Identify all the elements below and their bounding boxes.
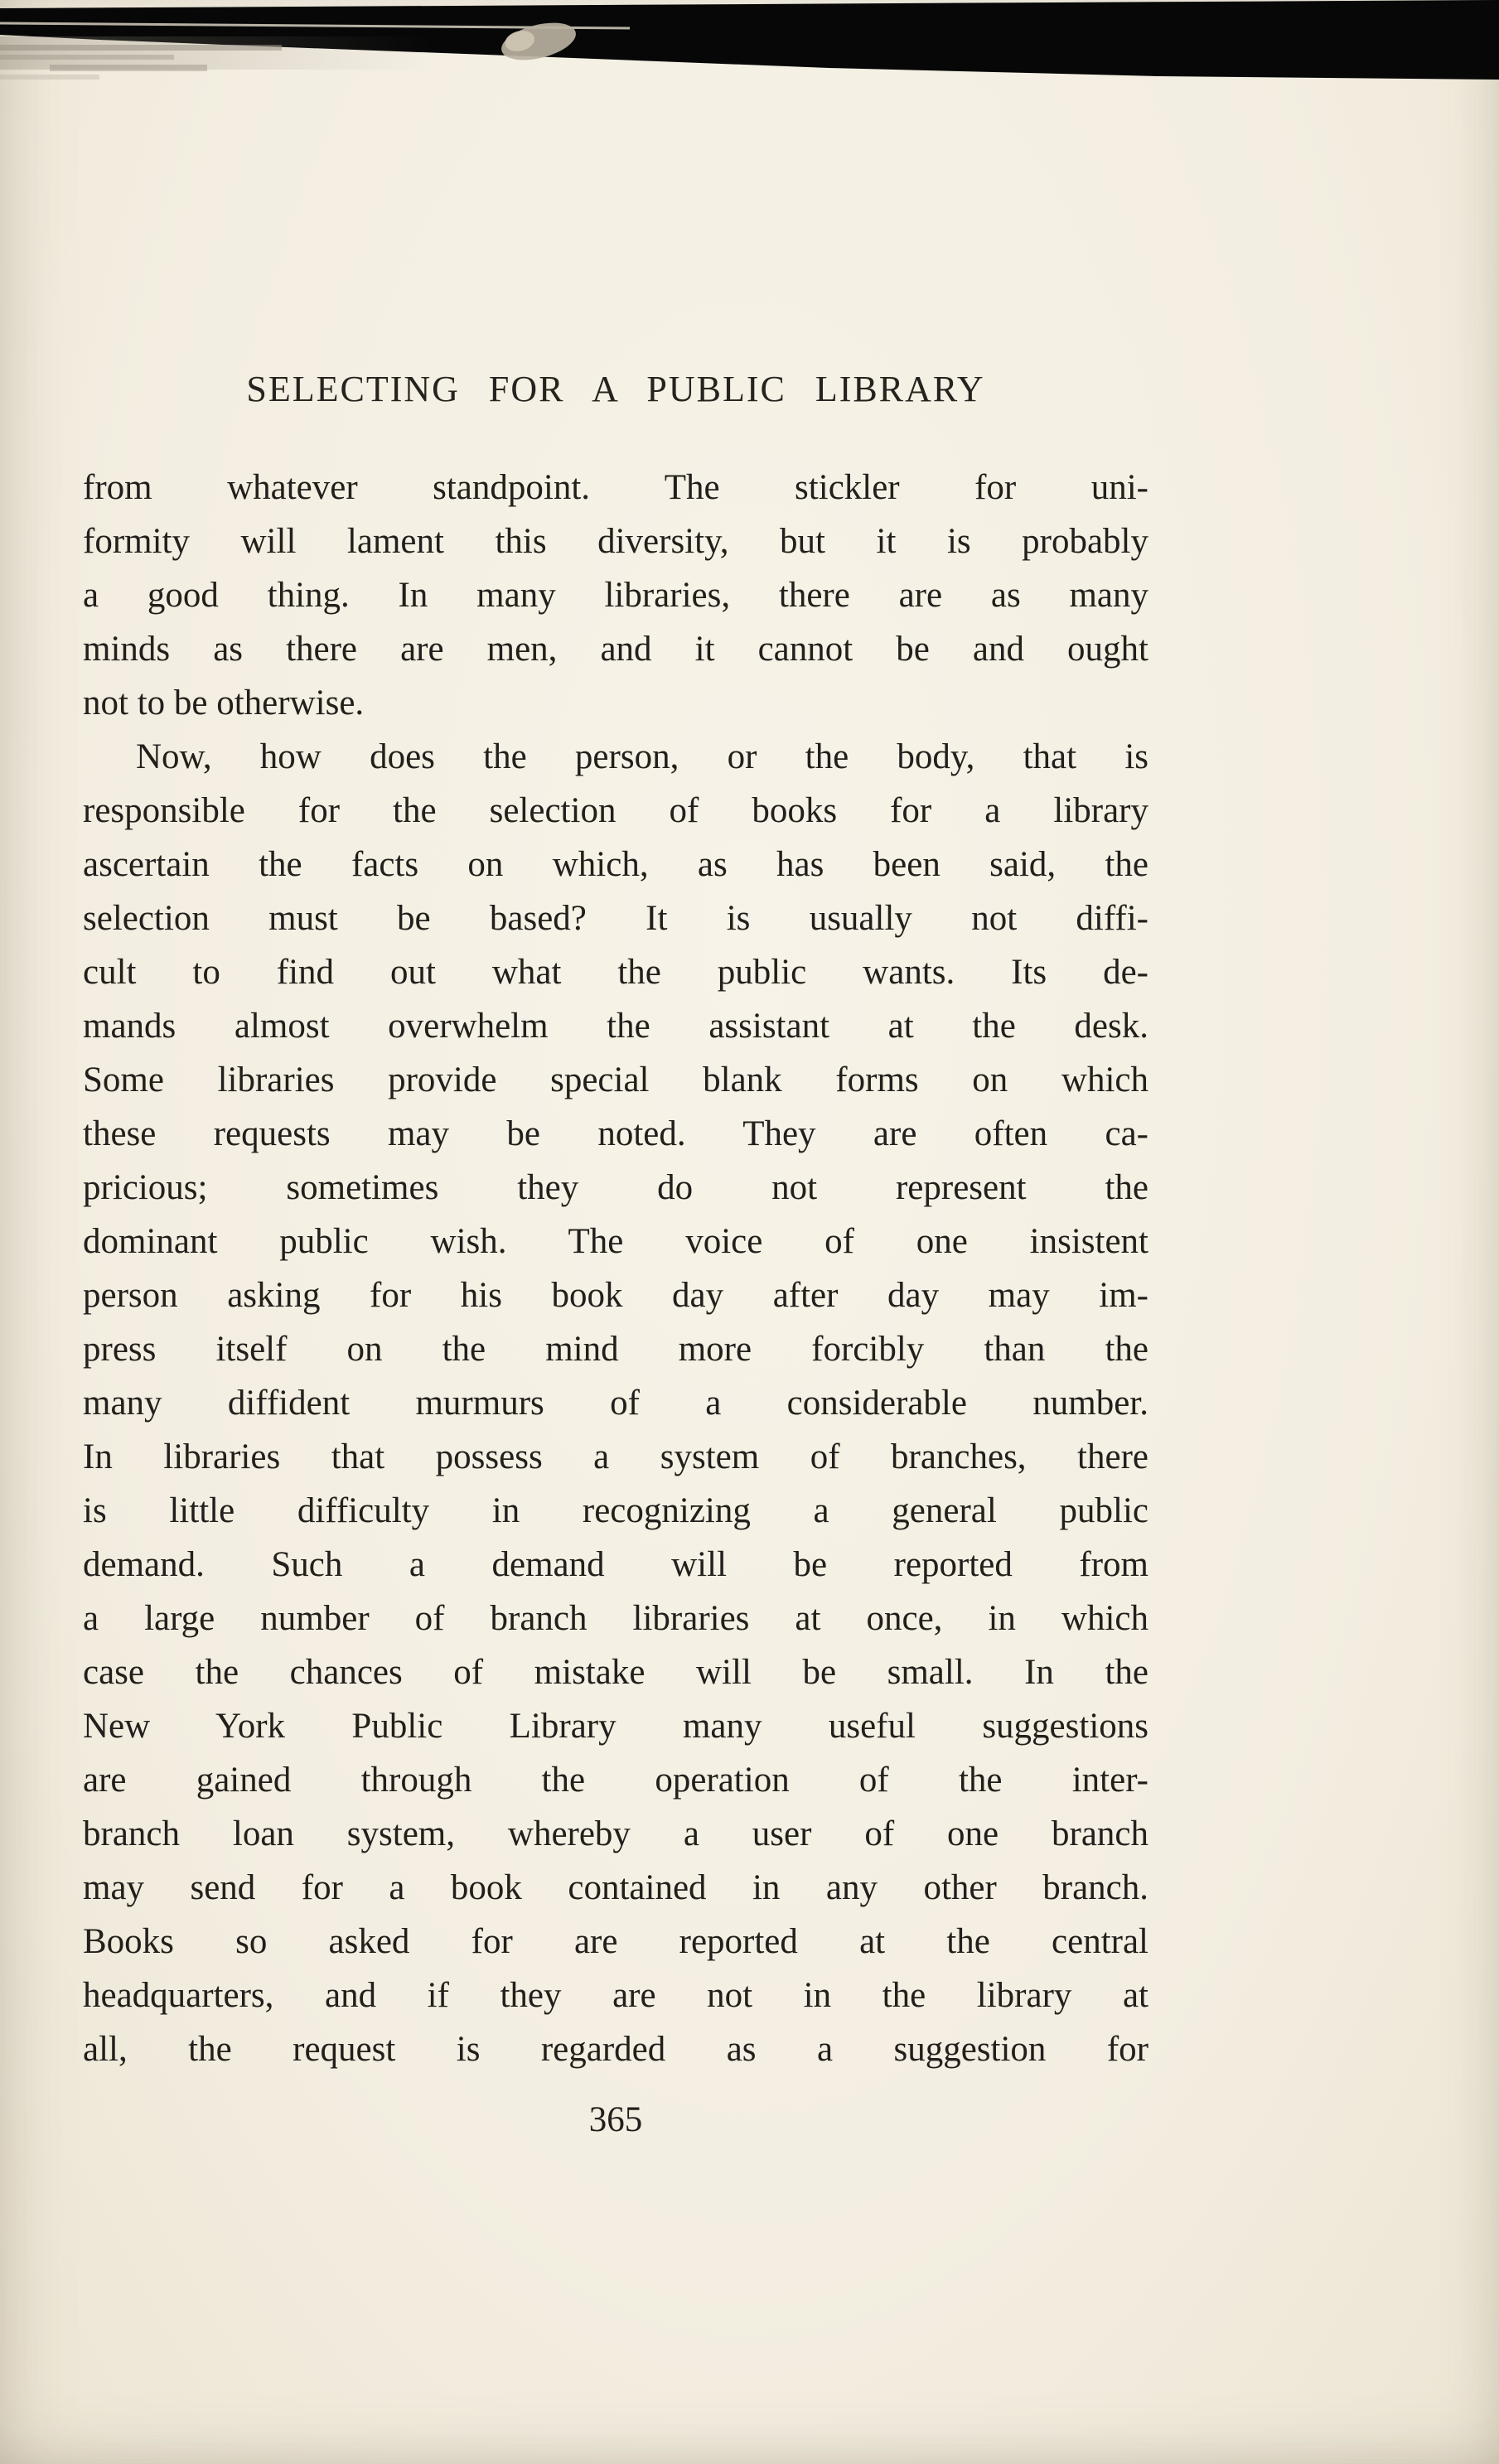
text-line: is little difficulty in recognizing a general public (83, 1491, 1148, 1530)
text-line: all, the request is regarded as a suggestion for (83, 2030, 1148, 2069)
text-line: press itself on the mind more forcibly than the (83, 1330, 1148, 1369)
text-line: headquarters, and if they are not in the library at (83, 1976, 1148, 2015)
text-line: may send for a book contained in any other branch. (83, 1868, 1148, 1907)
paragraph (83, 461, 1148, 730)
text-line: Now, how does the person, or the body, that is (136, 737, 1148, 776)
text-line: many diffident murmurs of a considerable number. (83, 1384, 1148, 1423)
text-line: cult to find out what the public wants. Its de- (83, 953, 1148, 992)
text-line: case the chances of mistake will be small. In the (83, 1653, 1148, 1692)
text-line: not to be otherwise. (83, 684, 365, 722)
text-line: selection must be based? It is usually not diffi- (83, 899, 1148, 938)
text-line: these requests may be noted. They are often ca- (83, 1114, 1148, 1153)
text-line: mands almost overwhelm the assistant at the desk. (83, 1007, 1148, 1046)
text-line: pricious; sometimes they do not represent the (83, 1168, 1148, 1207)
text-line: dominant public wish. The voice of one insistent (83, 1222, 1148, 1261)
text-line: a good thing. In many libraries, there are as many (83, 576, 1148, 615)
page-number: 365 (588, 2100, 643, 2139)
text-line: from whatever standpoint. The stickler for uni- (83, 468, 1148, 507)
text-line: In libraries that possess a system of branches, there (83, 1437, 1148, 1476)
text-line: minds as there are men, and it cannot be and ought (83, 630, 1148, 669)
text-line: person asking for his book day after day may im- (83, 1276, 1148, 1315)
text-line: responsible for the selection of books for a library (83, 791, 1148, 830)
running-header: SELECTING FOR A PUBLIC LIBRARY (246, 369, 985, 409)
text-line: branch loan system, whereby a user of one branch (83, 1814, 1148, 1853)
text-line: are gained through the operation of the inter- (83, 1761, 1148, 1800)
text-line: a large number of branch libraries at once, in which (83, 1599, 1148, 1638)
scan-artifact-top (0, 0, 1499, 99)
text-line: ascertain the facts on which, as has been said, the (83, 845, 1148, 884)
text-line: Books so asked for are reported at the central (83, 1922, 1148, 1961)
text-line: demand. Such a demand will be reported from (83, 1545, 1148, 1584)
text-line: Some libraries provide special blank forms on which (83, 1060, 1148, 1099)
body-text (83, 461, 1148, 2076)
scan-bar-graphic (0, 0, 1499, 99)
scan-smudge (498, 16, 580, 66)
paragraph (83, 730, 1148, 2076)
text-line: New York Public Library many useful suggestions (83, 1707, 1148, 1746)
text-line: formity will lament this diversity, but it is probably (83, 522, 1148, 561)
